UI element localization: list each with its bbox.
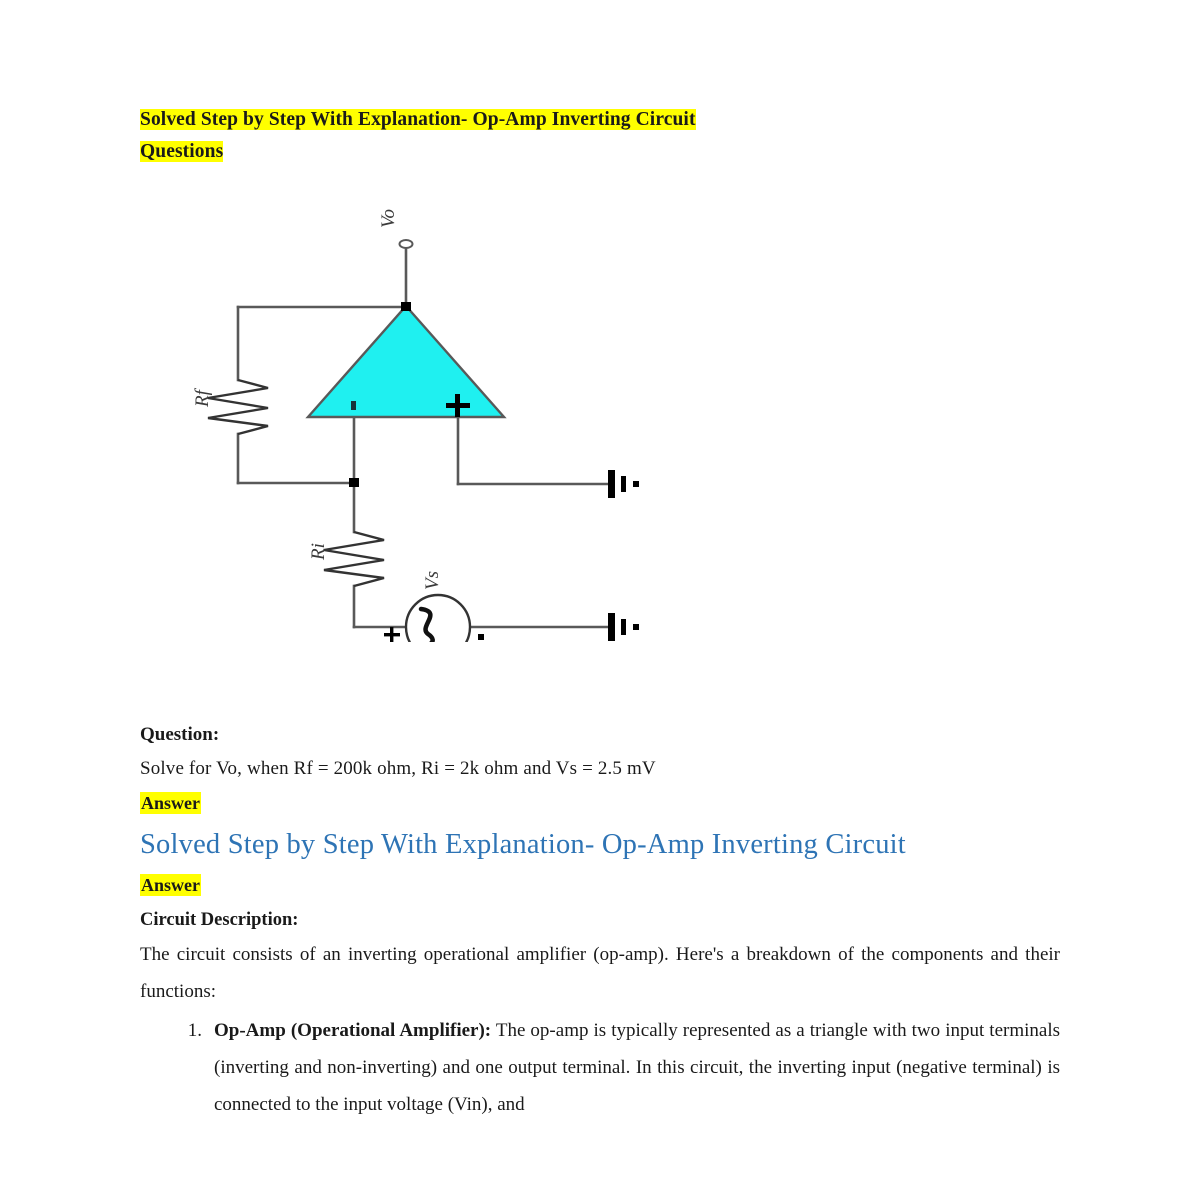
- answer-heading: Solved Step by Step With Explanation- Op-Amp Inverting Circuit: [140, 829, 906, 860]
- label-input-resistor: Ri: [308, 543, 329, 560]
- ground-symbol-source-icon: [608, 613, 639, 641]
- circuit-diagram-svg: [178, 202, 678, 642]
- node-output-junction: [401, 302, 411, 311]
- answer-tag-top-label: Answer: [141, 793, 200, 813]
- label-output-voltage: Vo: [378, 209, 399, 228]
- page-title-line-2: Questions: [140, 141, 224, 162]
- answer-tag-top: [140, 786, 1060, 820]
- source-polarity-plus-icon: [384, 627, 400, 642]
- feedback-resistor-symbol: [208, 380, 268, 434]
- label-source-voltage: Vs: [422, 571, 443, 590]
- page-title: [140, 104, 830, 168]
- page-title-line-1: Solved Step by Step With Explanation- Op-Amp Inverting Circuit: [140, 109, 696, 130]
- question-label: Question:: [140, 724, 220, 745]
- answer-tag-bottom: [140, 868, 1060, 902]
- node-inverting-junction: [349, 478, 359, 487]
- list-item-lead: Op-Amp (Operational Amplifier):: [214, 1020, 492, 1041]
- opamp-circuit-figure: [178, 202, 678, 642]
- section-heading-circuit-description: Circuit Description:: [140, 910, 299, 930]
- question-text: Solve for Vo, when Rf = 200k ohm, Ri = 2k ohm and Vs = 2.5 mV: [140, 758, 656, 779]
- list-item: [176, 1012, 1060, 1123]
- label-feedback-resistor: Rf: [192, 390, 213, 407]
- input-resistor-symbol: [324, 532, 384, 586]
- document-content: [140, 104, 1060, 1123]
- component-list: [140, 1012, 1060, 1123]
- opamp-triangle: [308, 306, 504, 417]
- circuit-wires: [238, 242, 610, 627]
- inverting-input-marker-icon: [351, 401, 356, 410]
- ground-symbol-noninverting-icon: [608, 470, 639, 498]
- output-terminal-icon: [400, 240, 413, 248]
- source-polarity-minus-icon: [478, 634, 484, 640]
- intro-paragraph: The circuit consists of an inverting operational amplifier (op-amp). Here's a breakdown of the components and their functions:: [140, 944, 1060, 1002]
- answer-tag-bottom-label: Answer: [141, 875, 200, 895]
- ac-source-symbol: [406, 595, 470, 642]
- list-item-text: The op-amp is typically represented as a triangle with two input terminals (inverting and non-inverting) and one output terminal. In this circuit, the inverting input (negative terminal) is connected to the input voltage (Vin), and: [214, 1020, 1061, 1115]
